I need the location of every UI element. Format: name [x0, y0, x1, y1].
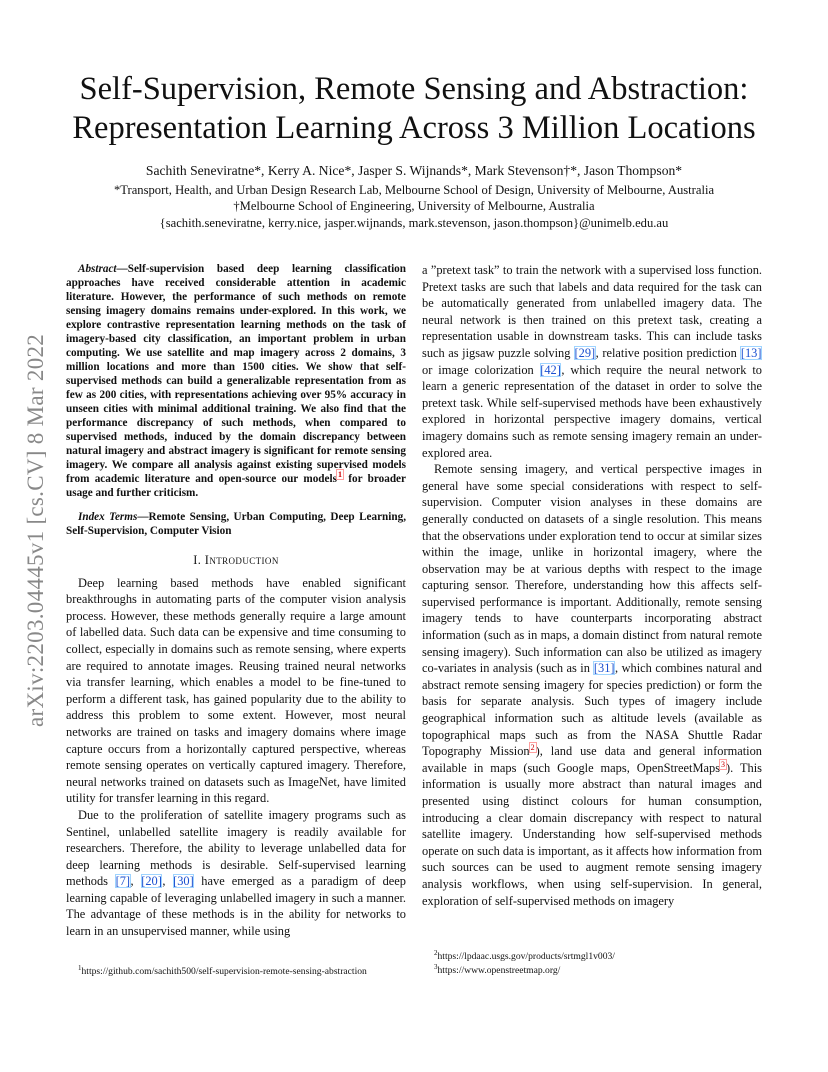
paragraph-text: , relative position prediction: [595, 345, 741, 360]
citation-29[interactable]: [29]: [574, 345, 596, 360]
paragraph-text: ,: [162, 874, 173, 889]
citation-42[interactable]: [42]: [540, 362, 561, 377]
footnote-1: [78, 962, 367, 978]
arxiv-identifier: arXiv:2203.04445v1 [cs.CV] 8 Mar 2022: [23, 333, 48, 727]
abstract-text: —Self-supervision based deep learning classification approaches have received considerable attention in academic literature. However, the performance of such methods on remote sensing imagery domains remains under-explored. In this work, we explore contrastive representation learning methods on the task of imagery-based city classification, an important problem in urban computing. We use satellite and map imagery across 2 domains, 3 million locations and more than 1500 cities. We show that self-supervised methods can build a generalizable representation from as few as 200 cities, with representations achieving over 95% accuracy in unseen cities with minimal additional training. We also find that the performance discrepancy of such methods, when compared to supervised methods, induced by the domain discrepancy between natural imagery and abstract imagery is significant for remote sensing imagery. We compare all analysis against existing supervised models from academic literature and open-source our models: [66, 263, 406, 485]
right-column: [422, 262, 762, 909]
title-line-2: Representation Learning Across 3 Million Locations: [72, 110, 756, 146]
index-terms-label: Index Terms: [78, 511, 138, 523]
citation-30[interactable]: [30]: [173, 874, 194, 889]
author-emails: {sachith.seneviratne, kerry.nice, jasper.wijnands, mark.stevenson, jason.thompson}@unimelb.edu.au: [159, 216, 669, 230]
footnote-2-link[interactable]: 2: [530, 743, 535, 753]
footnote-1-link[interactable]: 1: [337, 470, 342, 480]
footnote-3-mark: 3: [434, 963, 438, 971]
abstract-text-end: for broader usage and further criticism.: [66, 473, 406, 499]
footnote-3-link[interactable]: 3: [721, 759, 726, 769]
title-line-1: Self-Supervision, Remote Sensing and Abstraction:: [79, 71, 749, 107]
section-title: Introduction: [204, 553, 279, 567]
citation-20[interactable]: [20]: [141, 874, 162, 889]
footnote-3-url[interactable]: https://www.openstreetmap.org/: [437, 965, 561, 977]
section-number: I.: [193, 553, 202, 567]
index-terms-text: —Remote Sensing, Urban Computing, Deep Learning, Self-Supervision, Computer Vision: [66, 511, 406, 537]
footnote-3: [434, 961, 560, 977]
affiliation-2: †Melbourne School of Engineering, University of Melbourne, Australia: [233, 199, 595, 213]
footnote-1-url[interactable]: https://github.com/sachith500/self-supervision-remote-sensing-abstraction: [81, 966, 367, 978]
left-column: [66, 262, 406, 940]
intro-paragraph-2: [66, 807, 406, 940]
index-terms: [66, 510, 406, 538]
paragraph-text: , which combines natural and abstract remote sensing imagery for species prediction) or form the basis for separate analysis. Such types of imagery include geographical information such as altitude levels (available as topographical maps such as from the NASA Shuttle Radar Topography Mission: [422, 661, 762, 759]
paragraph-text: a ”pretext task” to train the network with a supervised loss function. Pretext tasks are such that labels and data required for the task can be automatically generated from unlabelled imagery data. The neural network is then trained on this pretext task, creating a representation usable in downstream tasks. This can include tasks such as jigsaw puzzle solving: [422, 263, 762, 360]
citation-31[interactable]: [31]: [593, 661, 615, 676]
paragraph-text: ), land use data and general information available in maps (such Google maps, OpenStreetMaps: [422, 744, 762, 775]
citation-13[interactable]: [13]: [740, 345, 762, 360]
intro-paragraph-1: Deep learning based methods have enabled significant breakthroughs in automating parts of the computer vision analysis process. However, these methods generally require a large amount of labelled data. Such data can be expensive and time consuming to collect, especially in domains such as remote sensing, where experts are required to annotate images. Reusing trained neural networks via transfer learning, which enables a model to be fine-tuned to perform a different task, has gained popularity due to the ability to address this problem to some extent. However, most neural networks are trained on tasks and imagery domains where image capture occurs from a horizontally captured perspective, whereas remote sensing operates on vertically captured imagery. Therefore, neural networks trained on datasets such as ImageNet, have limited utility for transfer learning in this regard.: [66, 575, 406, 806]
affiliation-1: *Transport, Health, and Urban Design Research Lab, Melbourne School of Design, University of Melbourne, Australia: [113, 183, 715, 197]
section-heading: [66, 552, 406, 569]
footnote-1-mark: 1: [78, 964, 82, 972]
paragraph-text: Remote sensing imagery, and vertical perspective images in general have some special considerations with respect to self-supervision. Computer vision analyses in these domains are generally conducted on datasets of a single resolution. This means that the observations under exploration tend to occur at similar sizes within the image, unlike in horizontal imagery, where the observation may be at various depths with respect to the image capturing sensor. Therefore, understanding how this affects self-supervised performance is important. Additionally, remote sensing imagery tends to have counterparts incorporating abstract information (such as in maps, a domain distinct from natural remote sensing imagery). Such information can also be utilized as imagery co-variates in analysis (such as in: [422, 462, 762, 676]
author-list: Sachith Seneviratne*, Kerry A. Nice*, Jasper S. Wijnands*, Mark Stevenson†*, Jason Thompson*: [145, 163, 683, 178]
footnote-2-mark: 2: [434, 949, 438, 957]
paragraph-text: ). This information is usually more abstract than natural images and presented using distinct colours for human consumption, introducing a clear domain discrepancy with respect to natural satellite imagery. Understanding how self-supervised methods operate on such data is important, as it affects how information from such sources can be used to augment remote sensing imagery analysis workflows, when using self-supervision. In general, exploration of self-supervised methods on imagery: [422, 760, 762, 908]
abstract-label: Abstract: [78, 263, 117, 275]
paragraph-text: have emerged as a paradigm of deep learning capable of leveraging unlabelled imagery in such a manner. The advantage of these methods is in the ability for networks to learn in an unsupervised manner, while using: [66, 874, 406, 939]
paragraph-text: Due to the proliferation of satellite imagery programs such as Sentinel, unlabelled satellite imagery is readily available for researchers. Therefore, the ability to leverage unlabelled data for deep learning methods is desirable. Self-supervised learning methods: [66, 807, 406, 889]
abstract: [66, 262, 406, 500]
paper-title: [40, 70, 788, 148]
paragraph-text: ,: [130, 874, 141, 889]
intro-paragraph-3: [422, 262, 762, 461]
paragraph-text: , which require the neural network to learn a generic representation of the dataset in order to solve the pretext task. While self-supervised methods have been exhaustively explored in horizontal perspective imagery domains, vertical imagery domains such as remote sensing imagery remain an under-explored area.: [422, 362, 762, 460]
paragraph-text: or image colorization: [422, 362, 540, 377]
intro-paragraph-4: [422, 461, 762, 909]
citation-7[interactable]: [7]: [115, 874, 131, 889]
footnote-2-url[interactable]: https://lpdaac.usgs.gov/products/srtmgl1v003/: [437, 951, 615, 963]
